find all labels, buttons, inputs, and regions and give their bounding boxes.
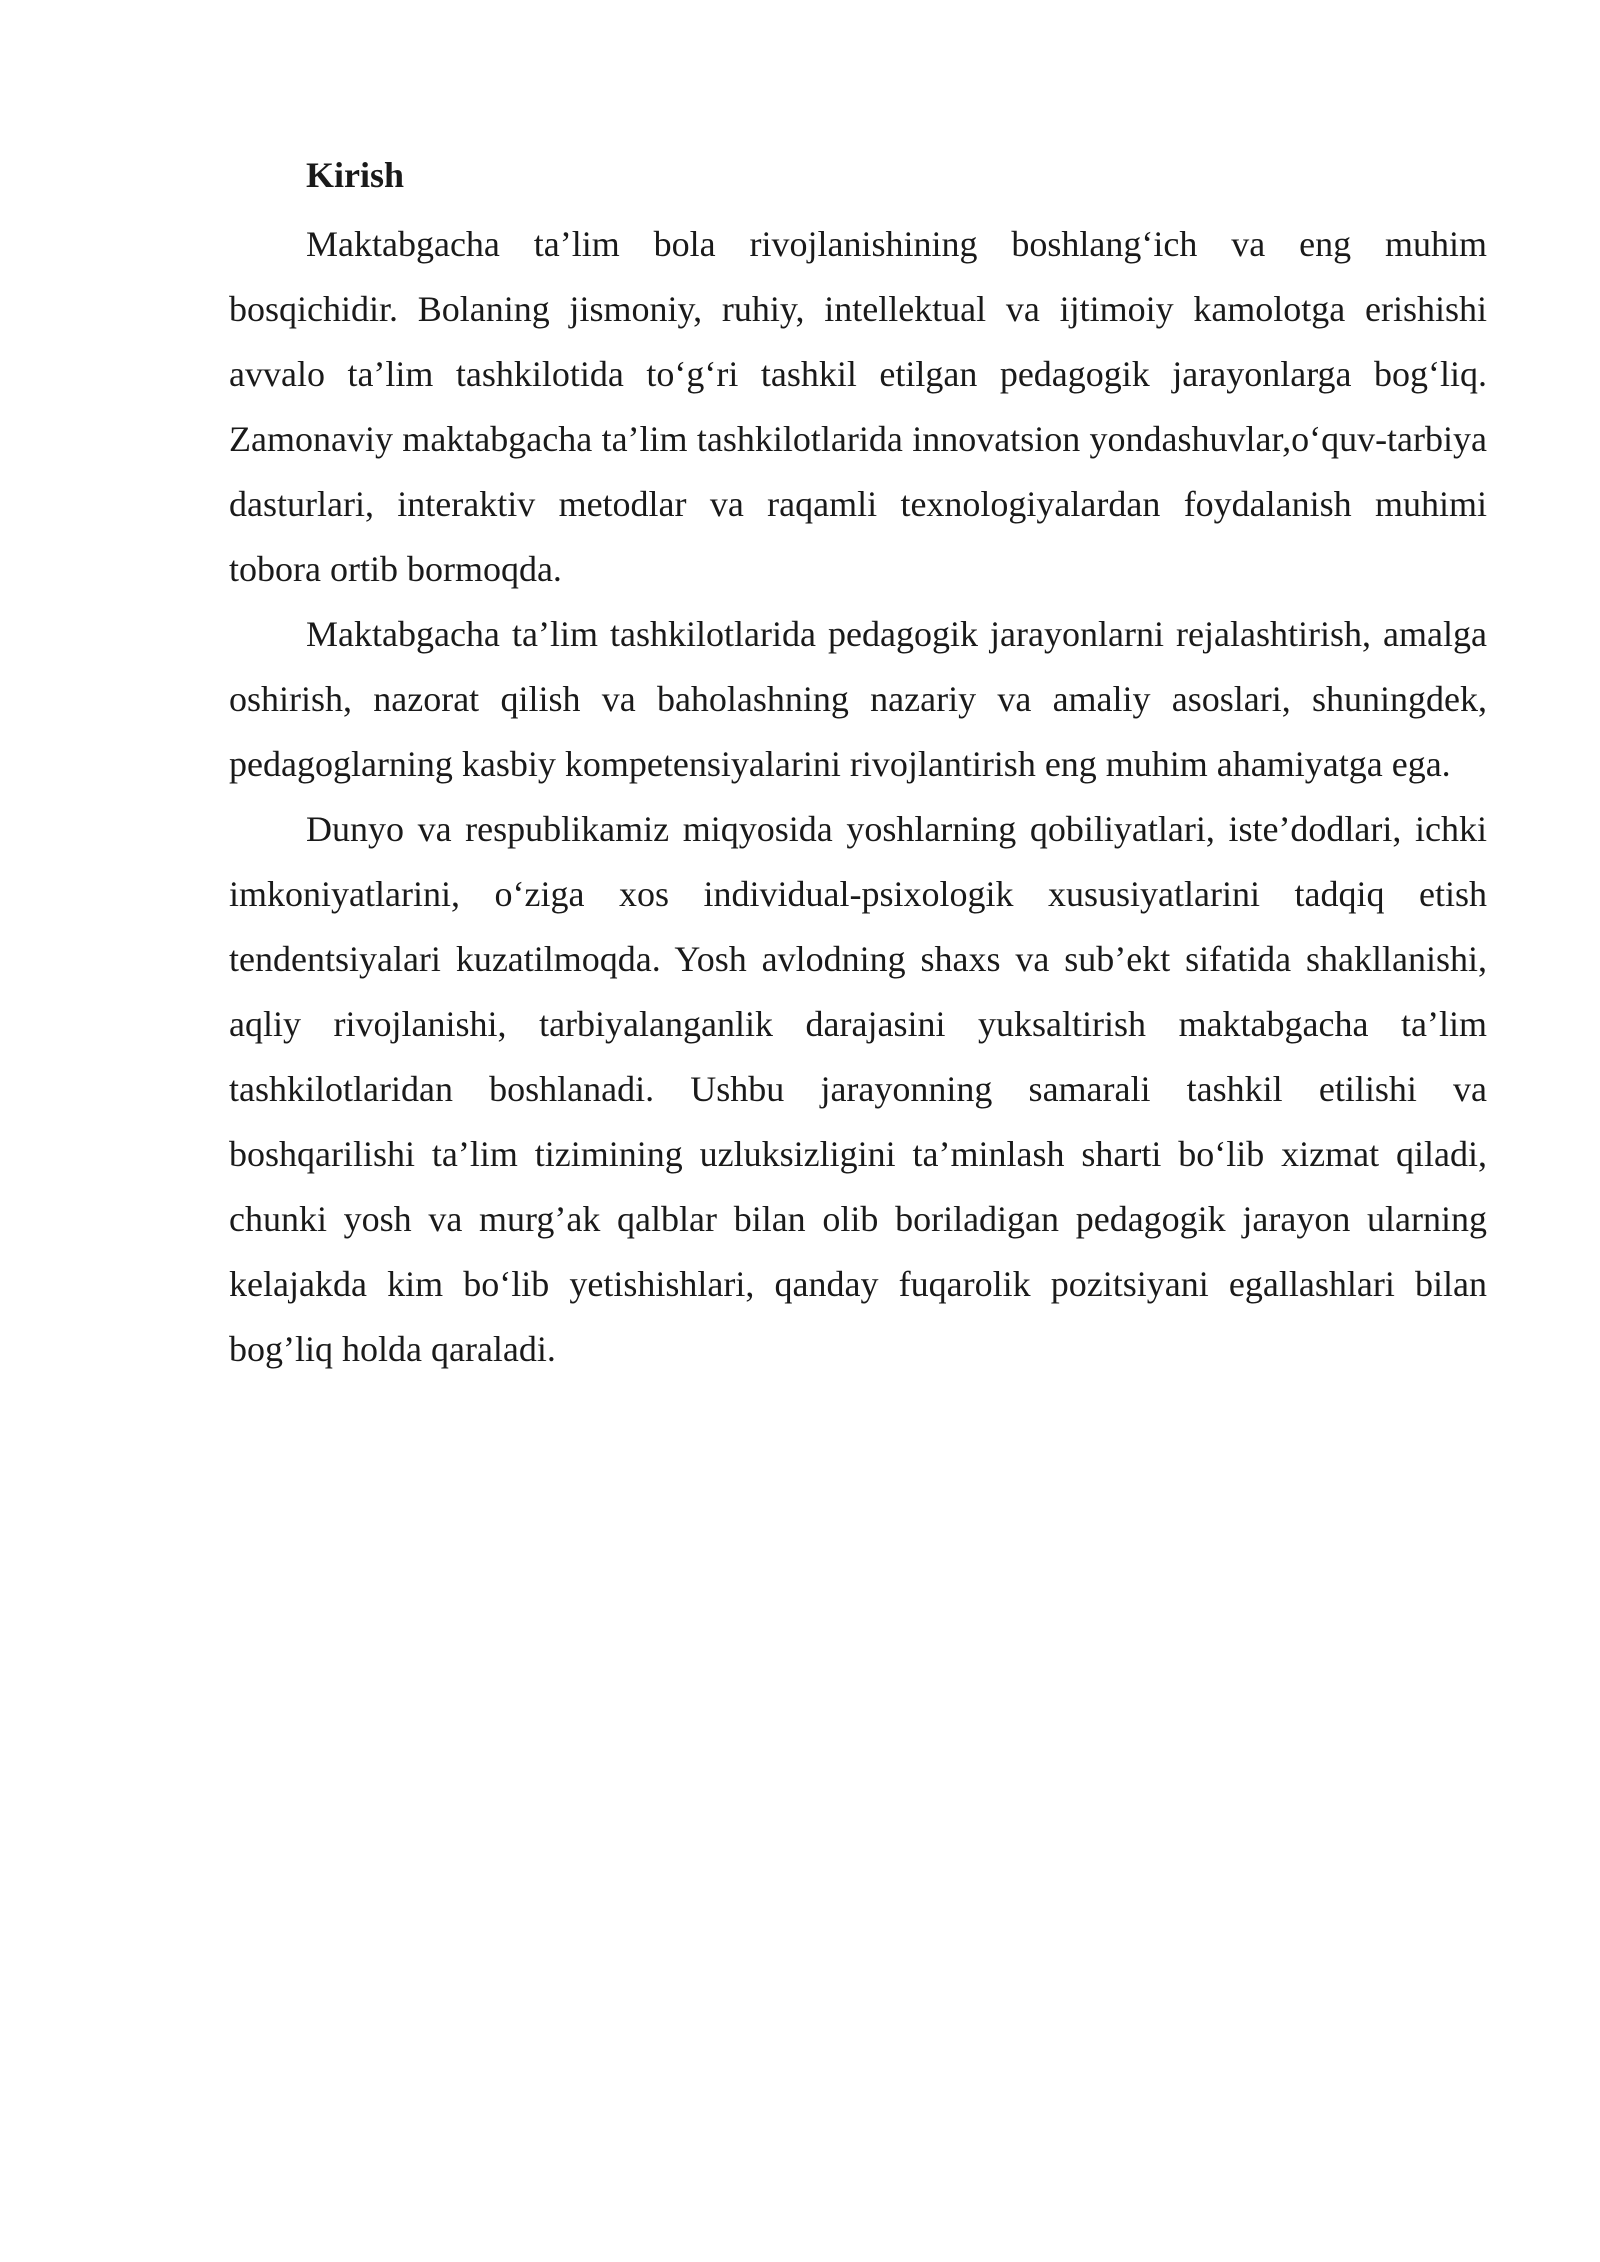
document-body — [229, 148, 1487, 1382]
paragraph-1: Maktabgacha ta’lim bola rivojlanishining boshlang‘ich va eng muhim bosqichidir. Bolaning jismoniy, ruhiy, intellektual va ijtimoiy kamolotga erishishi avvalo ta’lim tashkilotida to‘g‘ri tashkil etilgan pedagogik jarayonlarga bog‘liq. Zamonaviy maktabgacha ta’lim tashkilotlarida innovatsion yondashuvlar,o‘quv-tarbiya dasturlari, interaktiv metodlar va raqamli texnologiyalardan foydalanish muhimi tobora ortib bormoqda. — [229, 224, 1487, 589]
section-heading: Kirish — [306, 155, 405, 195]
paragraph-3: Dunyo va respublikamiz miqyosida yoshlarning qobiliyatlari, iste’dodlari, ichki imkoniyatlarini, o‘ziga xos individual-psixologik xususiyatlarini tadqiq etish tendentsiyalari kuzatilmoqda. Yosh avlodning shaxs va sub’ekt sifatida shakllanishi, aqliy rivojlanishi, tarbiyalanganlik darajasini yuksaltirish maktabgacha ta’lim tashkilotlaridan boshlanadi. Ushbu jarayonning samarali tashkil etilishi va boshqarilishi ta’lim tizimining uzluksizligini ta’minlash sharti bo‘lib xizmat qiladi, chunki yosh va murg’ak qalblar bilan olib boriladigan pedagogik jarayon ularning kelajakda kim bo‘lib yetishishlari, qanday fuqarolik pozitsiyani egallashlari bilan bog’liq holda qaraladi. — [229, 809, 1487, 1369]
paragraph-2: Maktabgacha ta’lim tashkilotlarida pedagogik jarayonlarni rejalashtirish, amalga oshirish, nazorat qilish va baholashning nazariy va amaliy asoslari, shuningdek, pedagoglarning kasbiy kompetensiyalarini rivojlantirish eng muhim ahamiyatga ega. — [229, 614, 1487, 784]
